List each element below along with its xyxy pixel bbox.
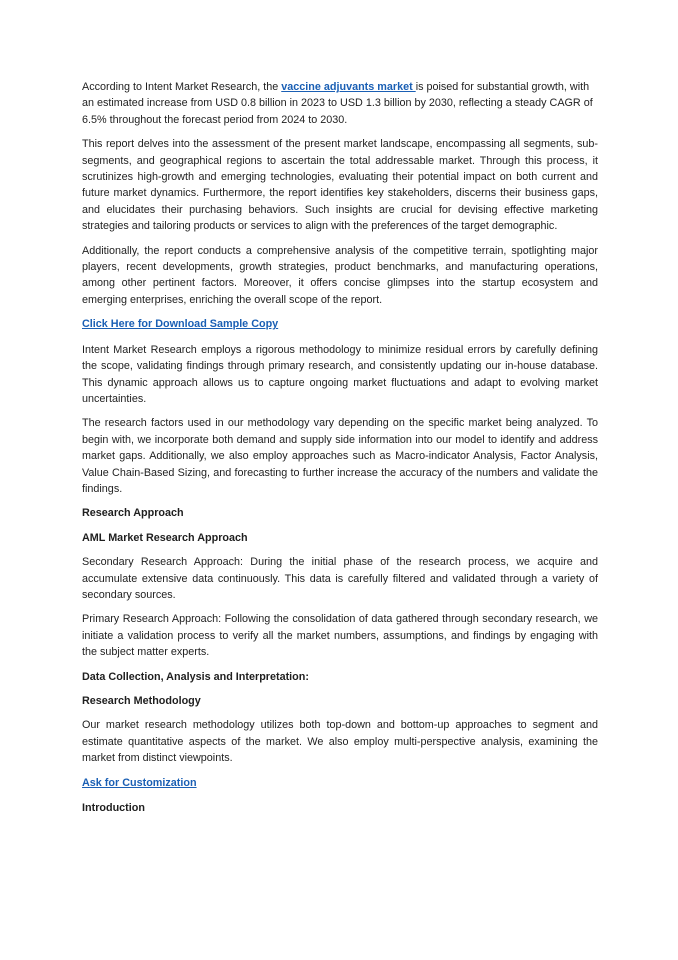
intro-paragraph xyxy=(82,79,598,128)
primary-research-paragraph: Primary Research Approach: Following the consolidation of data gathered through secondary research, we initiate a validation process to verify all the market numbers, assumptions, and findings by engaging with the subject matter experts. xyxy=(82,613,598,659)
methodology-paragraph: Intent Market Research employs a rigorous methodology to minimize residual errors by carefully defining the scope, validating findings through primary research, and consistently updating our in-house database. This dynamic approach allows us to capture ongoing market fluctuations and adapt to evolving market uncertainties. xyxy=(82,343,598,405)
research-approach-heading: Research Approach xyxy=(82,507,184,520)
customization-link-line xyxy=(82,775,598,791)
research-factors-paragraph: The research factors used in our methodology vary depending on the specific market being analyzed. To begin with, we incorporate both demand and supply side information into our model to identify and address market gaps. Additionally, we also employ approaches such as Macro-indicator Analysis, Factor Analysis, Value Chain-Based Sizing, and forecasting to further increase the accuracy of the numbers and validate the findings. xyxy=(82,417,598,495)
assessment-paragraph: This report delves into the assessment of the present market landscape, encompassing all segments, sub-segments, and geographical regions to ascertain the total addressable market. Through this process, it scrutinizes high-growth and emerging technologies, evaluating their potential impact on both current and future market dynamics. Furthermore, the report identifies key stakeholders, discerns their business gaps, and elucidates their purchasing behaviors. Such insights are crucial for devising effective marketing strategies and tailoring products or services to align with the preferences of the target demographic. xyxy=(82,138,598,233)
research-methodology-heading: Research Methodology xyxy=(82,695,201,707)
introduction-heading: Introduction xyxy=(82,802,145,815)
intro-text-after: is poised for substantial growth, with an estimated increase from USD 0.8 billion in 2023 to USD 1.3 billion by 2030, reflecting a steady CAGR of 6.5% throughout the forecast period from 2024 to 2030. xyxy=(82,81,593,126)
download-sample-link[interactable]: Click Here for Download Sample Copy xyxy=(82,318,279,331)
intro-text-before: According to Intent Market Research, the xyxy=(82,81,282,93)
download-link-line xyxy=(82,316,598,332)
vaccine-adjuvants-market-link[interactable]: vaccine adjuvants market xyxy=(281,81,416,93)
ask-customization-link[interactable]: Ask for Customization xyxy=(82,776,197,789)
competitive-paragraph: Additionally, the report conducts a comprehensive analysis of the competitive terrain, spotlighting major players, recent developments, growth strategies, product benchmarks, and manufacturing operations, among other pertinent factors. Moreover, it offers concise glimpses into the startup ecosystem and emerging enterprises, enriching the overall scope of the report. xyxy=(82,244,598,306)
secondary-research-paragraph: Secondary Research Approach: During the initial phase of the research process, we acquire and accumulate extensive data continuously. This data is carefully filtered and validated through a variety of secondary sources. xyxy=(82,556,598,601)
data-collection-heading: Data Collection, Analysis and Interpretation: xyxy=(82,670,309,683)
top-down-paragraph: Our market research methodology utilizes both top-down and bottom-up approaches to segment and estimate quantitative aspects of the market. We also employ multi-perspective analysis, examining the market from distinct viewpoints. xyxy=(82,719,598,765)
aml-approach-heading: AML Market Research Approach xyxy=(82,531,248,544)
